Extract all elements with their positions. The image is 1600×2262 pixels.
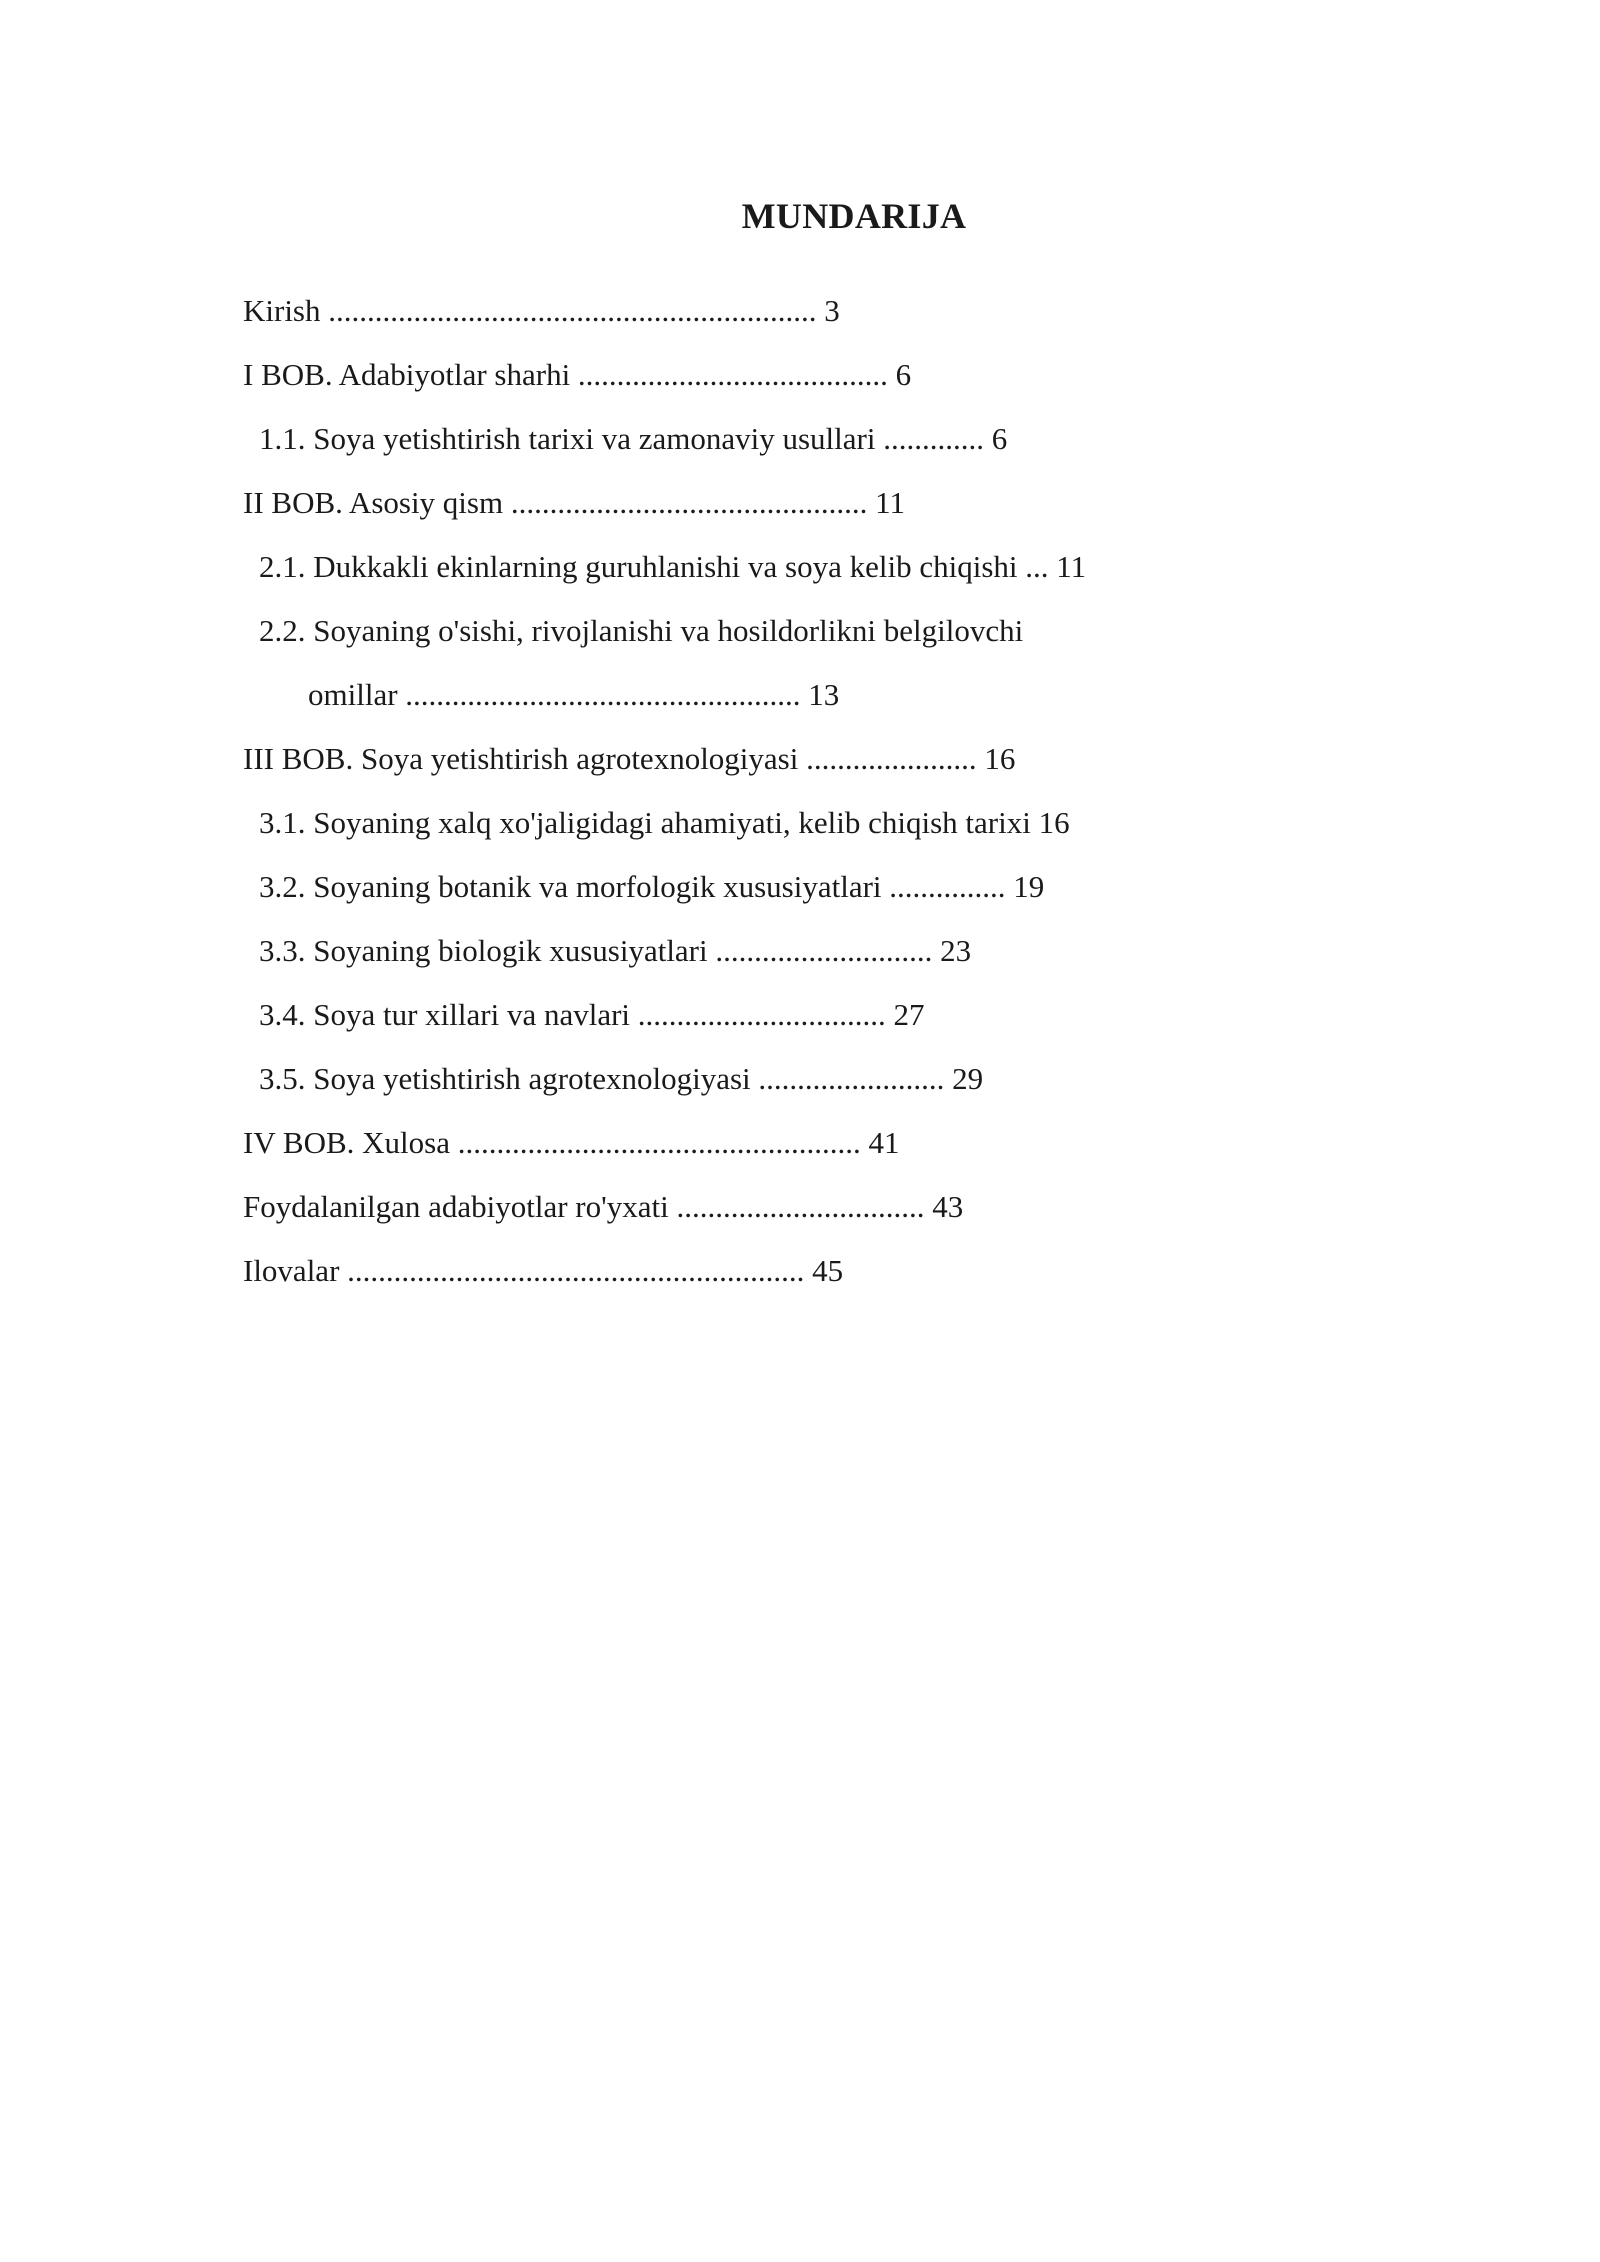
toc-entry-kirish: Kirish ............................................................... 3: [243, 293, 840, 328]
toc-entry-section-2-2: 2.2. Soyaning o'sishi, rivojlanishi va hosildorlikni belgilovchi: [259, 613, 1024, 648]
toc-entry-chapter-4: IV BOB. Xulosa .................................................... 41: [243, 1125, 900, 1160]
toc-entry-chapter-1: I BOB. Adabiyotlar sharhi ........................................ 6: [243, 357, 912, 392]
toc-entry-section-3-4: 3.4. Soya tur xillari va navlari ................................ 27: [259, 997, 925, 1032]
toc-entry-chapter-2: II BOB. Asosiy qism .............................................. 11: [243, 485, 905, 520]
toc-entry-chapter-3: III BOB. Soya yetishtirish agrotexnologiyasi ...................... 16: [243, 741, 1016, 776]
toc-entry-references: Foydalanilgan adabiyotlar ro'yxati ................................ 43: [243, 1189, 964, 1224]
toc-entry-section-3-5: 3.5. Soya yetishtirish agrotexnologiyasi ........................ 29: [259, 1061, 984, 1096]
toc-entry-section-1-1: 1.1. Soya yetishtirish tarixi va zamonaviy usullari ............. 6: [259, 421, 1008, 456]
toc-entry-section-3-2: 3.2. Soyaning botanik va morfologik xususiyatlari ............... 19: [259, 869, 1045, 904]
toc-entry-section-2-1: 2.1. Dukkakli ekinlarning guruhlanishi va soya kelib chiqishi ... 11: [259, 549, 1087, 584]
toc-entry-section-3-3: 3.3. Soyaning biologik xususiyatlari ............................ 23: [259, 933, 972, 968]
toc-entry-section-2-2-continued: omillar ................................................... 13: [308, 677, 840, 712]
toc-entry-section-3-1: 3.1. Soyaning xalq xo'jaligidagi ahamiyati, kelib chiqish tarixi 16: [259, 805, 1070, 840]
toc-entry-appendices: Ilovalar ........................................................... 45: [243, 1253, 844, 1288]
page-title: MUNDARIJA: [741, 196, 967, 236]
table-of-contents: [243, 287, 1493, 1311]
